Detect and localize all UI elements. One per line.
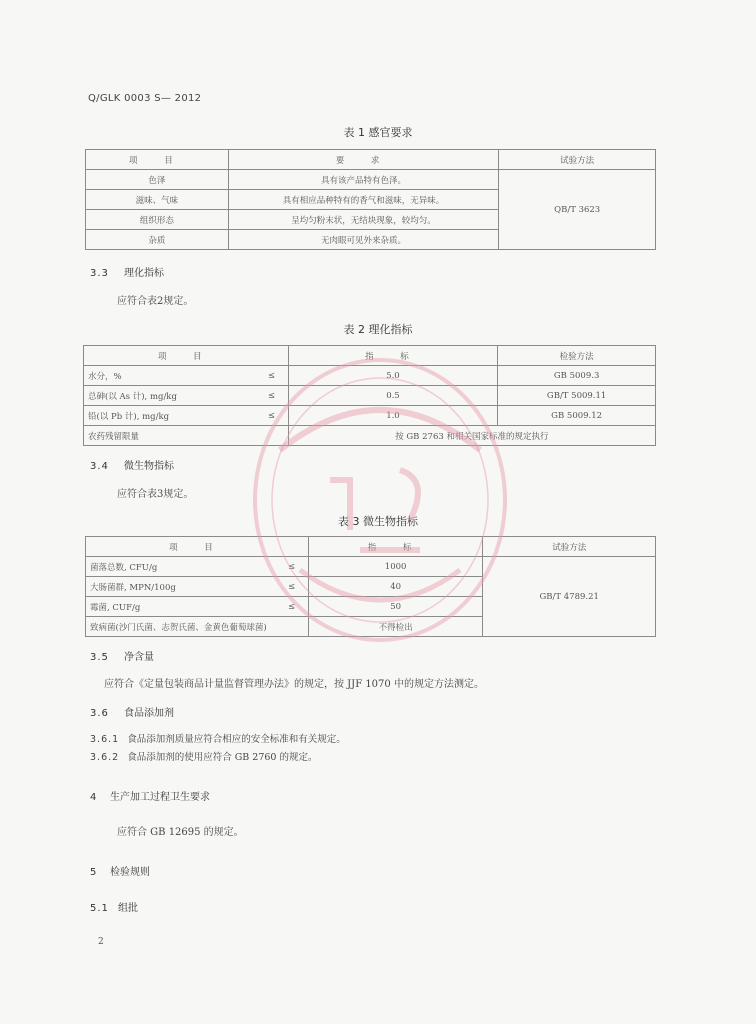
table-cell-operator: ≤ (255, 366, 288, 386)
clause-number: 3.6.2 (90, 752, 120, 763)
table-header-row (84, 346, 656, 366)
clause-text: 食品添加剂质量应符合相应的安全标准和有关规定。 (127, 734, 346, 745)
section-3-6-heading (90, 704, 174, 719)
table-cell: 农药残留限量 (84, 426, 289, 446)
table-cell: GB/T 5009.11 (498, 386, 656, 406)
table-cell-operator: ≤ (275, 577, 308, 597)
table-cell-operator: ≤ (275, 557, 308, 577)
table-cell: 致病菌(沙门氏菌、志贺氏菌、金黄色葡萄球菌) (86, 617, 309, 637)
table-cell-operator: ≤ (255, 386, 288, 406)
table-row (84, 426, 656, 446)
table-cell: 40 (308, 577, 483, 597)
table2-physchem (83, 345, 656, 446)
section-number: 5 (90, 867, 98, 878)
table-cell: 杂质 (86, 230, 229, 250)
table-cell: 50 (308, 597, 483, 617)
section-title: 检验规则 (110, 867, 150, 878)
section-title: 组批 (118, 903, 138, 914)
table-cell: 滋味、气味 (86, 190, 229, 210)
table1-caption: 表 1 感官要求 (343, 126, 413, 139)
table-cell: GB 5009.12 (498, 406, 656, 426)
table-cell: 大肠菌群, MPN/100g (86, 577, 276, 597)
section-title: 理化指标 (124, 268, 164, 279)
table-cell: 5.0 (288, 366, 498, 386)
section-number: 5.1 (90, 903, 109, 914)
table-header-cell: 项 目 (86, 537, 309, 557)
table-cell: 无肉眼可见外来杂质。 (228, 230, 499, 250)
section-3-4-heading (90, 457, 174, 472)
section-number: 4 (90, 792, 98, 803)
section-4-text: 应符合 GB 12695 的规定。 (117, 827, 244, 838)
table-cell: 不得检出 (308, 617, 483, 637)
section-5-heading (90, 863, 150, 878)
table3-micro (85, 536, 656, 637)
section-4-heading (90, 788, 210, 803)
clause-text: 食品添加剂的使用应符合 GB 2760 的规定。 (127, 752, 318, 763)
table-header-cell: 项 目 (86, 150, 229, 170)
table-cell: 呈均匀粉末状，无结块现象，较均匀。 (228, 210, 499, 230)
table-row (86, 557, 656, 577)
section-3-3-heading (90, 264, 164, 279)
table-cell: 色泽 (86, 170, 229, 190)
section-3-5-heading (90, 648, 154, 663)
section-title: 净含量 (124, 652, 154, 663)
section-title: 生产加工过程卫生要求 (110, 792, 210, 803)
table-row (84, 366, 656, 386)
table-cell-method: QB/T 3623 (499, 170, 656, 250)
table3-caption: 表 3 微生物指标 (338, 515, 418, 528)
section-number: 3.5 (90, 652, 109, 663)
section-3-4-text: 应符合表3规定。 (117, 489, 194, 500)
table-cell: 按 GB 2763 和相关国家标准的规定执行 (288, 426, 655, 446)
table-cell: 总砷(以 As 计), mg/kg (84, 386, 256, 406)
table-cell: 1000 (308, 557, 483, 577)
table-cell-operator: ≤ (255, 406, 288, 426)
table-row (84, 386, 656, 406)
section-5-1-heading (90, 899, 138, 914)
table-cell: 1.0 (288, 406, 498, 426)
table-header-cell: 检验方法 (498, 346, 656, 366)
table-cell: 水分，% (84, 366, 256, 386)
section-number: 3.6 (90, 708, 109, 719)
table-header-row (86, 537, 656, 557)
table-header-cell: 试验方法 (499, 150, 656, 170)
table-cell: 具有相应品种特有的香气和滋味，无异味。 (228, 190, 499, 210)
table-cell-method: GB/T 4789.21 (483, 557, 656, 637)
table-cell: 霉菌, CUF/g (86, 597, 276, 617)
section-number: 3.3 (90, 268, 109, 279)
table-cell: 具有该产品特有色泽。 (228, 170, 499, 190)
section-title: 微生物指标 (124, 461, 174, 472)
table-cell-operator: ≤ (275, 597, 308, 617)
table-cell: 菌落总数, CFU/g (86, 557, 276, 577)
table-row (86, 170, 656, 190)
table-header-cell: 试验方法 (483, 537, 656, 557)
section-title: 食品添加剂 (124, 708, 174, 719)
table-header-cell: 项 目 (84, 346, 289, 366)
document-code: Q/GLK 0003 S— 2012 (88, 93, 202, 104)
table-cell: 铅(以 Pb 计), mg/kg (84, 406, 256, 426)
clause-number: 3.6.1 (90, 734, 120, 745)
table-cell: GB 5009.3 (498, 366, 656, 386)
section-3-3-text: 应符合表2规定。 (117, 296, 194, 307)
table-cell: 0.5 (288, 386, 498, 406)
table2-caption: 表 2 理化指标 (343, 323, 413, 336)
table-cell: 组织形态 (86, 210, 229, 230)
table-header-cell: 指 标 (288, 346, 498, 366)
page-number: 2 (98, 937, 104, 947)
table-row (84, 406, 656, 426)
table-header-row (86, 150, 656, 170)
section-number: 3.4 (90, 461, 109, 472)
table-header-cell: 指 标 (308, 537, 483, 557)
section-3-5-text: 应符合《定量包装商品计量监督管理办法》的规定，按 JJF 1070 中的规定方法测定。 (104, 679, 484, 690)
clause-3-6-2 (90, 749, 318, 763)
table-header-cell: 要 求 (228, 150, 499, 170)
clause-3-6-1 (90, 731, 346, 745)
table1-sensory (85, 149, 656, 250)
